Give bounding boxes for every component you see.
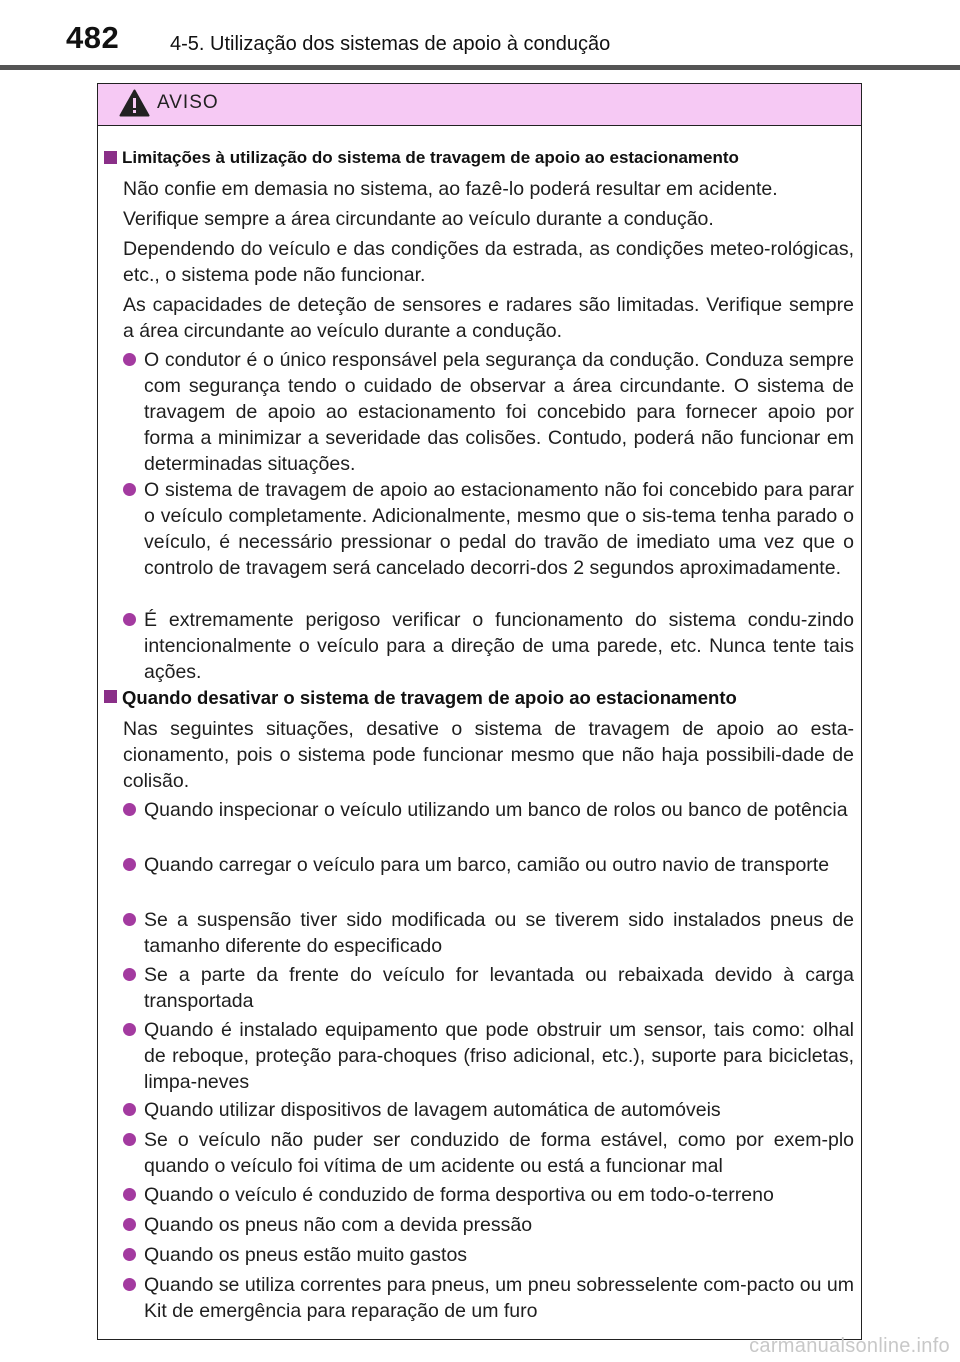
section-title: 4-5. Utilização dos sistemas de apoio à condução <box>170 33 611 55</box>
bullet-dot-icon <box>123 1188 136 1201</box>
square-bullet-icon <box>104 690 117 703</box>
paragraph: Não confie em demasia no sistema, ao fazê-lo poderá resultar em acidente. <box>123 178 778 200</box>
bullet-dot-icon <box>123 613 136 626</box>
list-item-text: O sistema de travagem de apoio ao estacionamento não foi concebido para parar o veículo completamente. Adicionalmente, mesmo que o sis-tema tenha parado o veículo, é necessário pressionar o pedal do travão de imediato uma vez que o controlo de travagem será cancelado decorri-dos 2 segundos aproximadamente. <box>144 479 854 579</box>
bullet-dot-icon <box>123 1248 136 1261</box>
bullet-dot-icon <box>123 1278 136 1291</box>
watermark: carmanualsonline.info <box>749 1335 950 1357</box>
list-item-text: O condutor é o único responsável pela segurança da condução. Conduza sempre com segurança tendo o cuidado de observar a área circundante. O sistema de travagem de apoio ao estacionamento foi concebido para fornecer apoio por forma a minimizar a severidade das colisões. Contudo, poderá não funcionar em determinadas situações. <box>144 349 854 475</box>
list-item-text: Quando inspecionar o veículo utilizando um banco de rolos ou banco de potência <box>144 799 848 821</box>
warning-box <box>97 83 862 1340</box>
list-item-text: Quando é instalado equipamento que pode obstruir um sensor, tais como: olhal de reboque, proteção para-choques (friso adicional, etc.), suporte para bicicletas, limpa-neves <box>144 1019 854 1093</box>
bullet-dot-icon <box>123 1133 136 1146</box>
list-item-text: Quando os pneus estão muito gastos <box>144 1244 468 1266</box>
list-item-text: Quando utilizar dispositivos de lavagem automática de automóveis <box>144 1099 721 1121</box>
paragraph: Dependendo do veículo e das condições da estrada, as condições meteo-rológicas, etc., o sistema pode não funcionar. <box>123 238 854 286</box>
warning-header <box>98 84 861 126</box>
square-bullet-icon <box>104 151 117 164</box>
bullet-dot-icon <box>123 1218 136 1231</box>
section-heading-text: Limitações à utilização do sistema de travagem de apoio ao estacionamento <box>122 148 739 167</box>
header-rule <box>0 65 960 70</box>
list-item-text: Quando carregar o veículo para um barco, camião ou outro navio de transporte <box>144 854 830 876</box>
bullet-dot-icon <box>123 803 136 816</box>
bullet-dot-icon <box>123 1103 136 1116</box>
paragraph: As capacidades de deteção de sensores e radares são limitadas. Verifique sempre a área circundante ao veículo durante a condução. <box>123 294 854 342</box>
warning-triangle-icon <box>119 89 150 117</box>
bullet-dot-icon <box>123 483 136 496</box>
bullet-dot-icon <box>123 858 136 871</box>
bullet-dot-icon <box>123 1023 136 1036</box>
paragraph: Verifique sempre a área circundante ao veículo durante a condução. <box>123 208 714 230</box>
paragraph: Nas seguintes situações, desative o sistema de travagem de apoio ao esta-cionamento, pois o sistema pode funcionar mesmo que não haja possibili-dade de colisão. <box>123 718 854 792</box>
list-item-text: Se a suspensão tiver sido modificada ou se tiverem sido instalados pneus de tamanho diferente do especificado <box>144 909 854 957</box>
list-item-text: Se o veículo não puder ser conduzido de forma estável, como por exem-plo quando o veículo foi vítima de um acidente ou está a funcionar mal <box>144 1129 854 1177</box>
list-item-text: Se a parte da frente do veículo for levantada ou rebaixada devido à carga transportada <box>144 964 854 1012</box>
bullet-dot-icon <box>123 353 136 366</box>
page-number: 482 <box>66 20 120 55</box>
section-heading-text: Quando desativar o sistema de travagem de apoio ao estacionamento <box>122 687 737 708</box>
list-item-text: Quando os pneus não com a devida pressão <box>144 1214 533 1236</box>
list-item-text: É extremamente perigoso verificar o funcionamento do sistema condu-zindo intencionalmente o veículo para a direção de uma parede, etc. Nunca tente tais ações. <box>144 609 854 683</box>
list-item-text: Quando o veículo é conduzido de forma desportiva ou em todo-o-terreno <box>144 1184 774 1206</box>
list-item-text: Quando se utiliza correntes para pneus, um pneu sobresselente com-pacto ou um Kit de emergência para reparação de um furo <box>144 1274 854 1322</box>
warning-label: AVISO <box>157 92 219 113</box>
page-header <box>0 0 960 70</box>
bullet-dot-icon <box>123 968 136 981</box>
bullet-dot-icon <box>123 913 136 926</box>
